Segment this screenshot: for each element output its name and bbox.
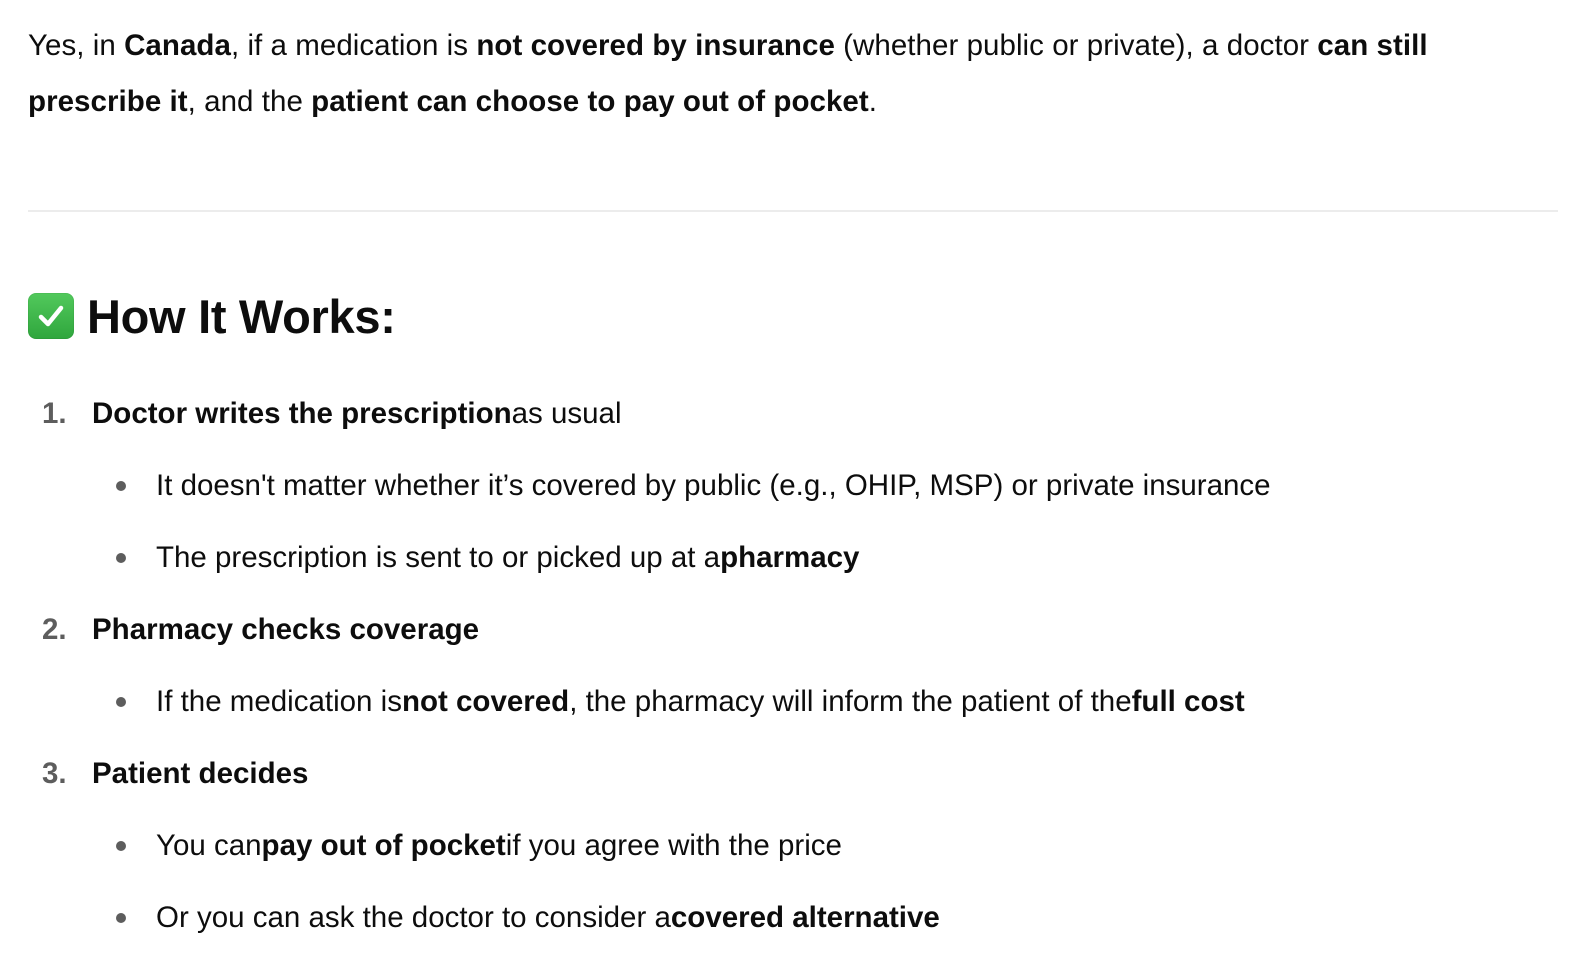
intro-bold-not-covered: not covered by insurance — [476, 29, 835, 62]
intro-text: . — [868, 85, 878, 118]
message-content — [28, 18, 1558, 954]
step-title — [28, 594, 1558, 666]
intro-text: , if a medication is — [230, 29, 477, 62]
section-heading-text: How It Works: — [87, 289, 396, 343]
bullet-item — [28, 666, 1558, 738]
step-title-bold: Pharmacy checks coverage — [92, 613, 480, 646]
bullet-bold: covered alternative — [670, 901, 940, 934]
bullet-text: It doesn't matter whether it’s covered by public (e.g., OHIP, MSP) or private insurance — [156, 469, 1271, 502]
bullet-item — [28, 882, 1558, 954]
bullet-bold: pharmacy — [720, 541, 860, 574]
steps-list — [28, 378, 1558, 954]
bullet-text: if you agree with the price — [505, 829, 842, 862]
bullet-bold: not covered — [401, 685, 570, 718]
bullet-dot — [116, 697, 126, 707]
intro-text: Yes, in — [28, 29, 125, 62]
bullet-text: , the pharmacy will inform the patient of the — [569, 685, 1132, 718]
step-bullets — [28, 450, 1558, 594]
bullet-item — [28, 522, 1558, 594]
step-bullets — [28, 666, 1558, 738]
bullet-text: If the medication is — [156, 685, 402, 718]
bullet-text: You can — [156, 829, 262, 862]
step-title-rest: as usual — [511, 397, 622, 430]
step-title — [28, 738, 1558, 810]
intro-bold-can-prescribe: can still prescribe it — [28, 29, 1428, 118]
bullet-dot — [116, 913, 126, 923]
bullet-dot — [116, 481, 126, 491]
step-number: 1. — [42, 397, 67, 430]
step-item — [28, 738, 1558, 954]
section-divider — [28, 210, 1558, 212]
bullet-item — [28, 810, 1558, 882]
bullet-text: Or you can ask the doctor to consider a — [156, 901, 671, 934]
step-title-bold: Doctor writes the prescription — [92, 397, 512, 430]
step-number: 2. — [42, 613, 67, 646]
bullet-bold: full cost — [1131, 685, 1245, 718]
intro-bold-pay-out-of-pocket: patient can choose to pay out of pocket — [311, 85, 869, 118]
bullet-dot — [116, 841, 126, 851]
bullet-item — [28, 450, 1558, 522]
step-item — [28, 594, 1558, 738]
section-heading — [28, 288, 1558, 344]
intro-bold-canada: Canada — [124, 29, 231, 62]
check-mark-button-icon — [28, 293, 74, 339]
step-title — [28, 378, 1558, 450]
step-title-bold: Patient decides — [92, 757, 309, 790]
intro-text: , and the — [187, 85, 312, 118]
step-bullets — [28, 810, 1558, 954]
intro-text: (whether public or private), a doctor — [834, 29, 1318, 62]
bullet-bold: pay out of pocket — [261, 829, 506, 862]
step-number: 3. — [42, 757, 67, 790]
intro-paragraph — [28, 18, 1558, 130]
step-item — [28, 378, 1558, 594]
bullet-dot — [116, 553, 126, 563]
bullet-text: The prescription is sent to or picked up at a — [156, 541, 721, 574]
